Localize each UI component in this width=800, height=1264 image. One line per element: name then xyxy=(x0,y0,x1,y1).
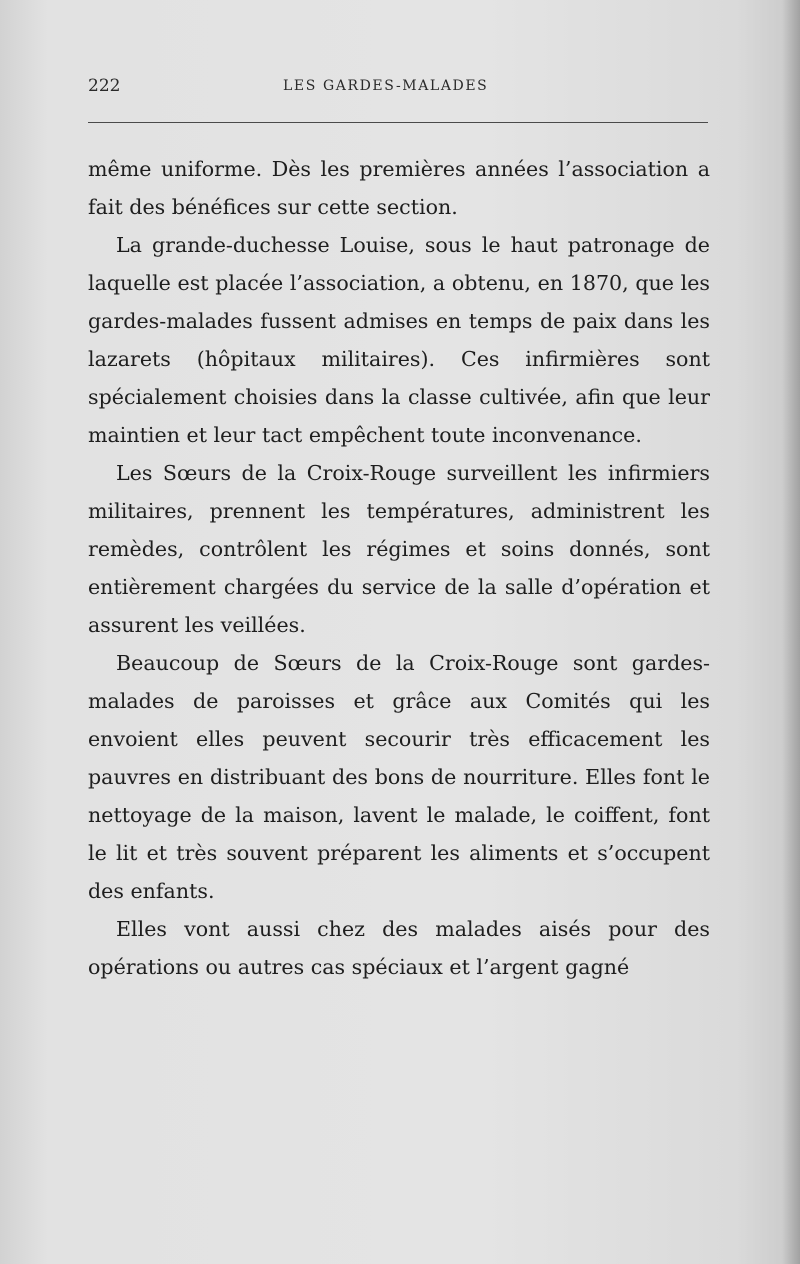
header-rule xyxy=(88,122,708,123)
running-head xyxy=(88,74,708,100)
paragraph: même uniforme. Dès les premières années l’association a fait des bénéfices sur cette section. xyxy=(88,157,710,219)
paragraph: Beaucoup de Sœurs de la Croix-Rouge sont gardes-malades de paroisses et grâce aux Comités qui les envoient elles peuvent secourir très efficacement les pauvres en distribuant des bons de nourriture. Elles font le nettoyage de la maison, lavent le malade, le coiffent, font le lit et très souvent préparent les aliments et s’occupent des enfants. xyxy=(88,651,710,903)
page-number: 222 xyxy=(88,76,121,96)
running-title: LES GARDES-MALADES xyxy=(283,78,489,94)
paragraph: Elles vont aussi chez des malades aisés pour des opérations ou autres cas spéciaux et l’argent gagné xyxy=(88,917,710,979)
paragraph: Les Sœurs de la Croix-Rouge surveillent les infirmiers militaires, prennent les températures, administrent les remèdes, contrôlent les régimes et soins donnés, sont entièrement chargées du service de la salle d’opération et assurent les veillées. xyxy=(88,461,710,637)
body-text xyxy=(88,150,710,986)
paragraph: La grande-duchesse Louise, sous le haut patronage de laquelle est placée l’association, a obtenu, en 1870, que les gardes-malades fussent admises en temps de paix dans les lazarets (hôpitaux militaires). Ces infirmières sont spécialement choisies dans la classe cultivée, afin que leur maintien et leur tact empêchent toute inconvenance. xyxy=(88,233,710,447)
